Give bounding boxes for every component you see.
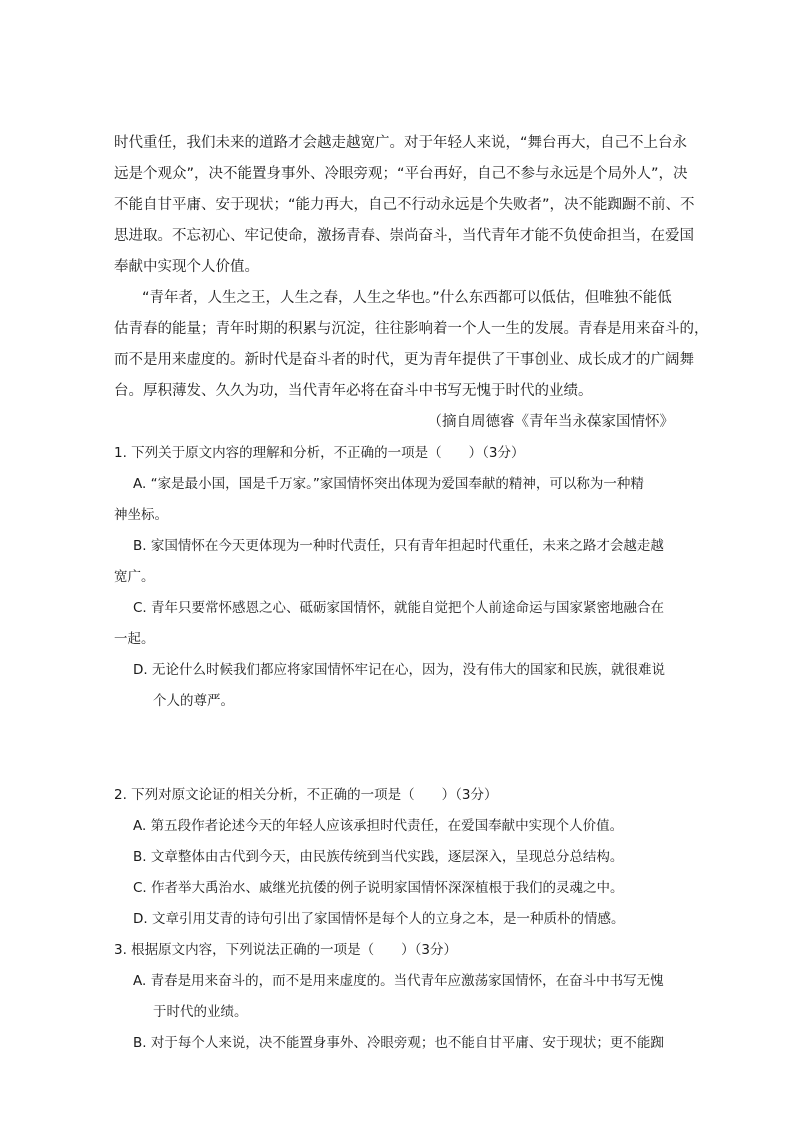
option-c-cont: 一起。 [114, 631, 155, 647]
option-d-cont: 个人的尊严。 [153, 693, 234, 709]
option-c: C. 青年只要常怀感恩之心、砥砺家国情怀，就能自觉把个人前途命运与国家紧密地融合在 [133, 600, 665, 616]
option-a: A. “家是最小国，国是千万家。”家国情怀突出体现为爱国奉献的精神，可以称为一种精 [133, 476, 644, 492]
option-a: A. 青春是用来奋斗的，而不是用来虚度的。当代青年应激荡家国情怀，在奋斗中书写无愧 [133, 973, 664, 989]
passage-line: 不能自甘平庸、安于现状；“能力再大，自己不行动永远是个失败者”，决不能踟蹰不前、不 [114, 197, 695, 213]
option-b: B. 文章整体由古代到今天，由民族传统到当代实践，逐层深入，呈现总分总结构。 [133, 849, 624, 865]
passage-line: 思进取。不忘初心、牢记使命，激扬青春、崇尚奋斗，当代青年才能不负使命担当，在爱国 [114, 228, 694, 244]
passage-line: 而不是用来虚度的。新时代是奋斗者的时代，更为青年提供了干事创业、成长成才的广阔舞 [114, 352, 694, 368]
question-stem: 3. 根据原文内容，下列说法正确的一项是（ ）（3分） [114, 942, 458, 958]
passage-line: 时代重任，我们未来的道路才会越走越宽广。对于年轻人来说，“舞台再大，自己不上台永 [114, 135, 688, 151]
passage-line: “青年者，人生之王，人生之春，人生之华也。”什么东西都可以低估，但唯独不能低 [142, 290, 672, 306]
option-a-cont: 神坐标。 [114, 507, 168, 523]
question-stem: 2. 下列对原文论证的相关分析，不正确的一项是（ ）（3分） [114, 787, 498, 803]
option-a: A. 第五段作者论述今天的年轻人应该承担时代责任，在爱国奉献中实现个人价值。 [133, 818, 624, 834]
option-d: D. 文章引用艾青的诗句引出了家国情怀是每个人的立身之本，是一种质朴的情感。 [133, 911, 625, 927]
passage-line: 估青春的能量；青年时期的积累与沉淀，往往影响着一个人一生的发展。青春是用来奋斗的， [114, 321, 709, 337]
option-b: B. 对于每个人来说，决不能置身事外、冷眼旁观；也不能自甘平庸、安于现状；更不能踟 [133, 1035, 664, 1051]
passage-line: 奉献中实现个人价值。 [114, 259, 259, 275]
option-b: B. 家国情怀在今天更体现为一种时代责任，只有青年担起时代重任，未来之路才会越走越 [133, 538, 664, 554]
question-stem: 1. 下列关于原文内容的理解和分析，不正确的一项是（ ）（3分） [114, 445, 525, 461]
option-b-cont: 宽广。 [114, 569, 155, 585]
option-d: D. 无论什么时候我们都应将家国情怀牢记在心，因为，没有伟大的国家和民族，就很难说 [133, 662, 665, 678]
passage-line: 远是个观众”，决不能置身事外、冷眼旁观；“平台再好，自己不参与永远是个局外人”，决 [114, 166, 688, 182]
option-a-cont: 于时代的业绩。 [153, 1004, 248, 1020]
option-c: C. 作者举大禹治水、戚继光抗倭的例子说明家国情怀深深植根于我们的灵魂之中。 [133, 880, 624, 896]
passage-line: 台。厚积薄发、久久为功，当代青年必将在奋斗中书写无愧于时代的业绩。 [114, 383, 593, 399]
passage-source: （摘自周德睿《青年当永葆家国情怀》 [427, 414, 674, 430]
